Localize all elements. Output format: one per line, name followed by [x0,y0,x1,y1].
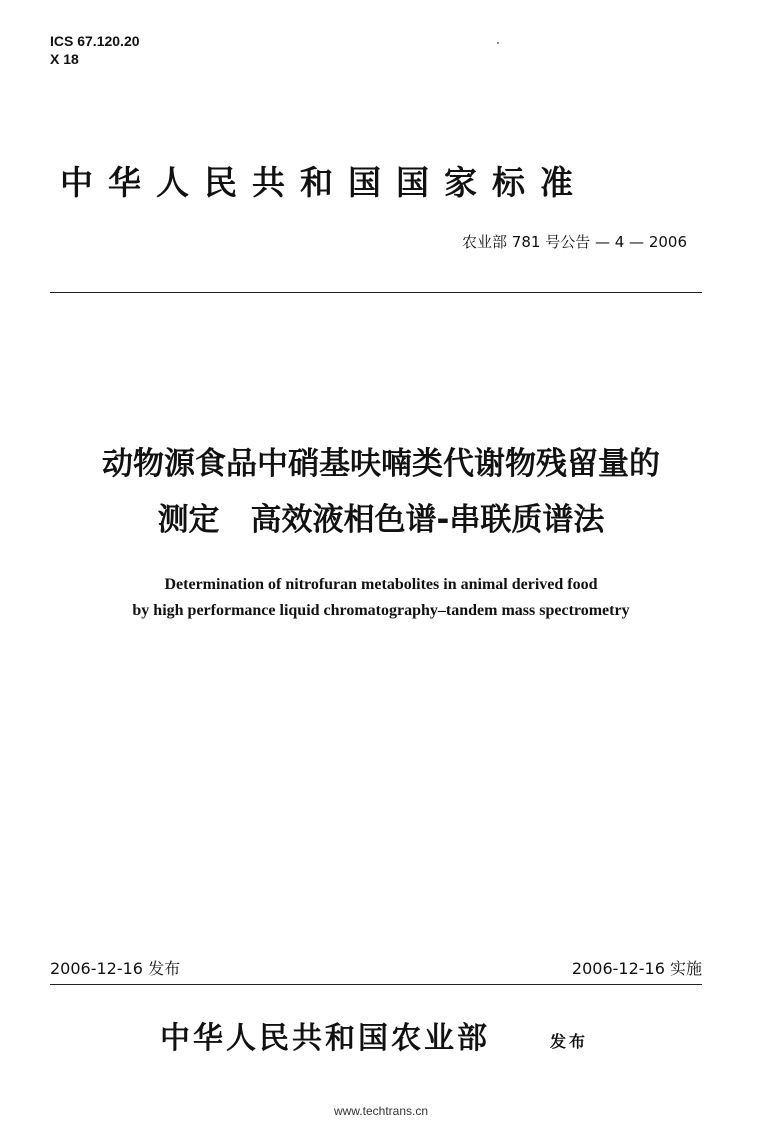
website-watermark: www.techtrans.cn [333,1104,429,1118]
classification-codes [50,32,140,68]
header-divider [50,292,702,293]
publisher-name: 中华人民共和国农业部 [160,1021,490,1056]
title-cn-line1: 动物源食品中硝基呋喃类代谢物残留量的 [102,446,660,482]
standard-number: 农业部 781 号公告 — 4 — 2006 [462,233,687,251]
title-en-line2: by high performance liquid chromatography–tandem mass spectrometry [132,602,630,619]
implementation-date: 2006-12-16 实施 [571,959,702,978]
ics-code: ICS 67.120.20 [50,33,140,49]
national-standard-title: 中华人民共和国国家标准 [60,163,588,202]
scan-speck [497,42,499,44]
issue-date: 2006-12-16 发布 [50,959,181,978]
footer-divider [50,984,702,985]
title-en-line1: Determination of nitrofuran metabolites in animal derived food [164,576,598,593]
class-code: X 18 [50,51,79,67]
publisher-action: 发布 [550,1032,589,1051]
title-cn-line2: 测定 高效液相色谱-串联质谱法 [157,502,605,538]
